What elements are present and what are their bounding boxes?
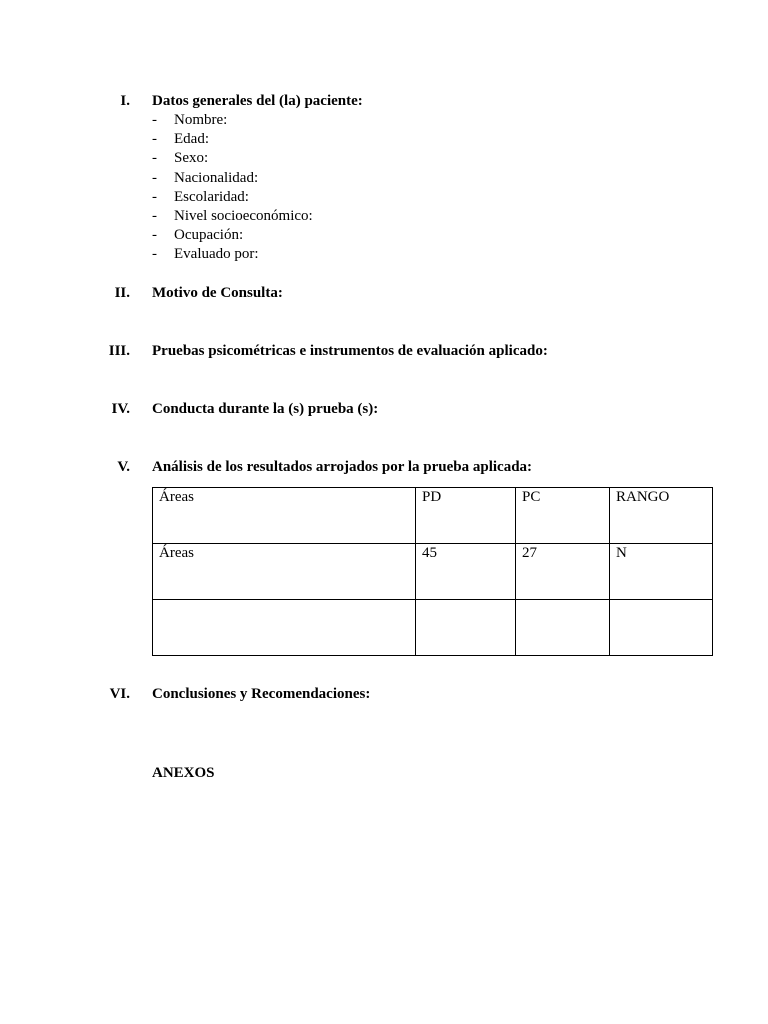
table-row bbox=[153, 600, 713, 656]
table-cell: Áreas bbox=[153, 544, 416, 600]
section-5-title: Análisis de los resultados arrojados por la prueba aplicada: bbox=[152, 459, 533, 475]
field-nivel-socioeconomico-label: Nivel socioeconómico: bbox=[174, 207, 313, 224]
list-dash: - bbox=[152, 112, 157, 128]
section-6-numeral: VI. bbox=[109, 686, 130, 702]
section-2-title: Motivo de Consulta: bbox=[152, 285, 283, 301]
field-escolaridad-label: Escolaridad: bbox=[174, 188, 249, 205]
results-table bbox=[152, 487, 713, 656]
table-cell: 45 bbox=[416, 544, 516, 600]
table-cell: N bbox=[610, 544, 713, 600]
table-cell bbox=[516, 600, 610, 656]
header-cell-rango: RANGO bbox=[610, 488, 713, 544]
list-dash: - bbox=[152, 188, 157, 205]
field-nombre-label: Nombre: bbox=[174, 112, 228, 128]
table-row bbox=[153, 544, 713, 600]
header-cell-pd: PD bbox=[416, 488, 516, 544]
section-3-numeral: III. bbox=[108, 343, 130, 359]
list-dash: - bbox=[152, 246, 157, 263]
section-4-numeral: IV. bbox=[111, 401, 130, 417]
field-nacionalidad-label: Nacionalidad: bbox=[174, 169, 259, 186]
header-cell-pc: PC bbox=[516, 488, 610, 544]
field-edad-label: Edad: bbox=[174, 131, 209, 148]
annexes-heading: ANEXOS bbox=[152, 765, 215, 781]
table-header-row bbox=[153, 488, 713, 544]
section-6-title: Conclusiones y Recomendaciones: bbox=[152, 686, 371, 702]
section-5-numeral: V. bbox=[117, 459, 130, 475]
list-dash: - bbox=[152, 207, 157, 224]
list-dash: - bbox=[152, 227, 157, 244]
table-cell: 27 bbox=[516, 544, 610, 600]
section-1-numeral: I. bbox=[120, 93, 130, 109]
section-1-title: Datos generales del (la) paciente: bbox=[152, 93, 363, 109]
header-cell-areas: Áreas bbox=[153, 488, 416, 544]
list-dash: - bbox=[152, 131, 157, 148]
section-3-title: Pruebas psicométricas e instrumentos de evaluación aplicado: bbox=[152, 343, 548, 359]
section-4-title: Conducta durante la (s) prueba (s): bbox=[152, 401, 379, 417]
section-2-numeral: II. bbox=[114, 285, 130, 301]
table-cell bbox=[610, 600, 713, 656]
list-dash: - bbox=[152, 150, 157, 167]
table-cell bbox=[153, 600, 416, 656]
field-ocupacion-label: Ocupación: bbox=[174, 227, 244, 244]
list-dash: - bbox=[152, 169, 157, 186]
field-sexo-label: Sexo: bbox=[174, 150, 209, 167]
field-evaluado-por-label: Evaluado por: bbox=[174, 246, 259, 263]
table-cell bbox=[416, 600, 516, 656]
